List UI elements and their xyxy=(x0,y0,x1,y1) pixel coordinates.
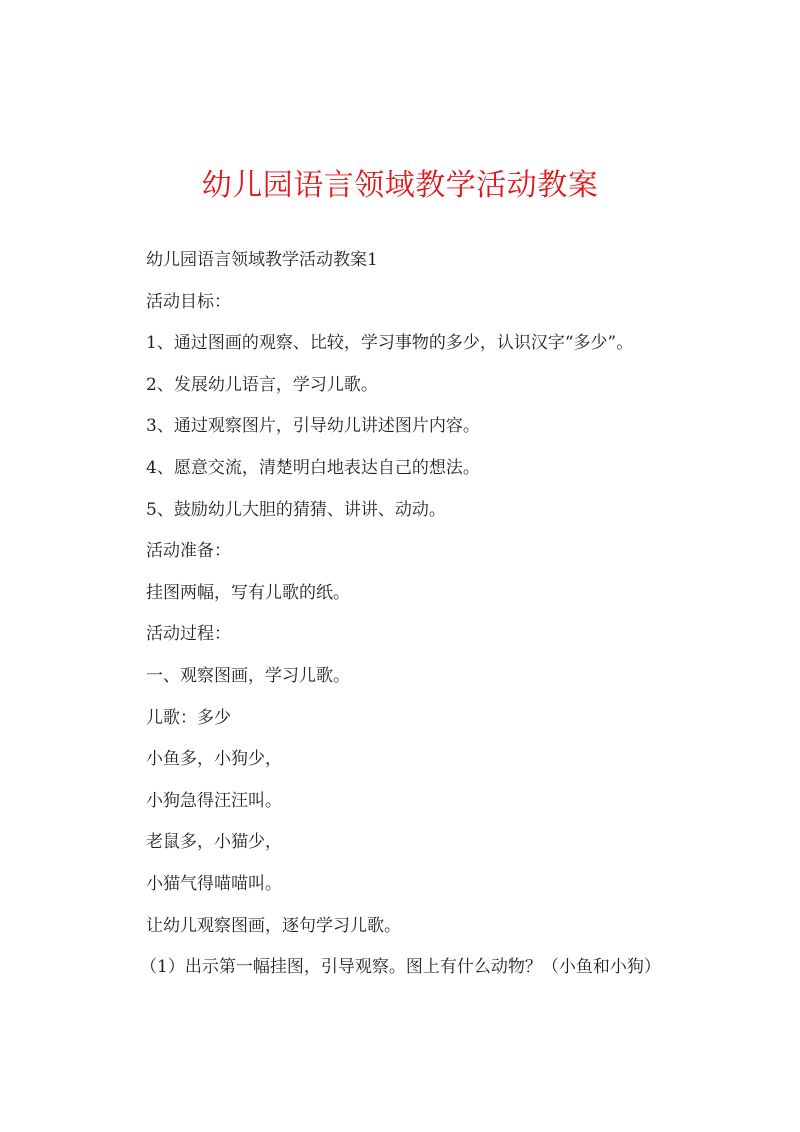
paragraph-goal-5: 5、鼓励幼儿大胆的猜猜、讲讲、动动。 xyxy=(146,499,446,520)
paragraph-goal-1: 1、通过图画的观察、比较，学习事物的多少，认识汉字“多少”。 xyxy=(146,333,634,354)
paragraph-instruction: 让幼儿观察图画，逐句学习儿歌。 xyxy=(146,915,401,936)
paragraph-preparation: 挂图两幅，写有儿歌的纸。 xyxy=(146,582,350,603)
paragraph-goal-2: 2、发展幼儿语言，学习儿歌。 xyxy=(146,374,378,395)
paragraph-goal-4: 4、愿意交流，清楚明白地表达自己的想法。 xyxy=(146,457,480,478)
paragraph-rhyme-line-4: 小猫气得喵喵叫。 xyxy=(146,873,282,894)
paragraph-step-1: 一、观察图画，学习儿歌。 xyxy=(146,665,350,686)
paragraph-rhyme-line-1: 小鱼多，小狗少， xyxy=(146,749,282,770)
document-body xyxy=(140,240,766,989)
paragraph-preparation-heading: 活动准备： xyxy=(146,541,231,562)
paragraph-goals-heading: 活动目标： xyxy=(146,291,231,312)
paragraph-sub-step-1: （1）出示第一幅挂图，引导观察。图上有什么动物？（小鱼和小狗） xyxy=(140,957,661,978)
paragraph-rhyme-line-2: 小狗急得汪汪叫。 xyxy=(146,790,282,811)
paragraph-process-heading: 活动过程： xyxy=(146,624,231,645)
paragraph-goal-3: 3、通过观察图片，引导幼儿讲述图片内容。 xyxy=(146,416,480,437)
paragraph-rhyme-title: 儿歌：多少 xyxy=(146,707,231,728)
paragraph-section-heading: 幼儿园语言领域教学活动教案1 xyxy=(146,250,378,270)
paragraph-rhyme-line-3: 老鼠多，小猫少， xyxy=(146,832,282,853)
document-title: 幼儿园语言领域教学活动教案 xyxy=(201,168,599,203)
